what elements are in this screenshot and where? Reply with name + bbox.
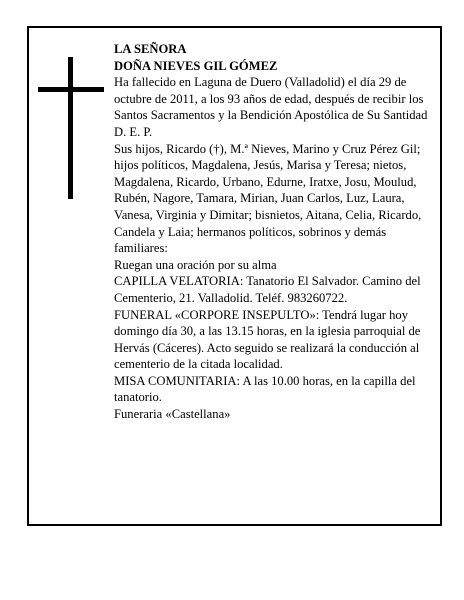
obituary-frame [27, 26, 442, 526]
prayer-request: Ruegan una oración por su alma [114, 257, 277, 272]
rip-line: D. E. P. [114, 124, 153, 139]
cross-horizontal-bar [38, 87, 104, 92]
heading-line-1: LA SEÑORA [114, 42, 187, 56]
family-list: Sus hijos, Ricardo (†), M.ª Nieves, Marino y Cruz Pérez Gil; hijos políticos, Magdalena, Jesús, Marisa y Teresa; nietos, Magdalena, Ricardo, Urbano, Edurne, Iratxe, Josu, Moulud, Rubén, Nagore, Tamara, Mirian, Juan Carlos, Luz, Laura, Vanesa, Virginia y Dimitar; bisnietos, Aitana, Celia, Ricardo, Candela y Laia; hermanos políticos, sobrinos y demás familiares: [114, 141, 422, 256]
chapel-info: CAPILLA VELATORIA: Tanatorio El Salvador. Camino del Cementerio, 21. Valladolid. Teléf. 983260722. [114, 274, 421, 305]
mass-info: MISA COMUNITARIA: A las 10.00 horas, en la capilla del tanatorio. [114, 373, 416, 405]
cross-vertical-bar [68, 57, 73, 199]
announcement: Ha fallecido en Laguna de Duero (Valladolid) el día 29 de octubre de 2011, a los 93 años de edad, después de recibir los Santos Sacramentos y la Bendición Apostólica de Su Santidad [114, 75, 428, 123]
funeral-home: Funeraria «Castellana» [114, 407, 231, 422]
deceased-name: DOÑA NIEVES GIL GÓMEZ [114, 58, 278, 73]
obituary-text [114, 41, 434, 423]
funeral-info: FUNERAL «CORPORE INSEPULTO»: Tendrá lugar hoy domingo día 30, a las 13.15 horas, en la iglesia parroquial de Hervás (Cáceres). Acto seguido se realizará la conducción al cementerio de la citada localidad. [114, 307, 421, 372]
